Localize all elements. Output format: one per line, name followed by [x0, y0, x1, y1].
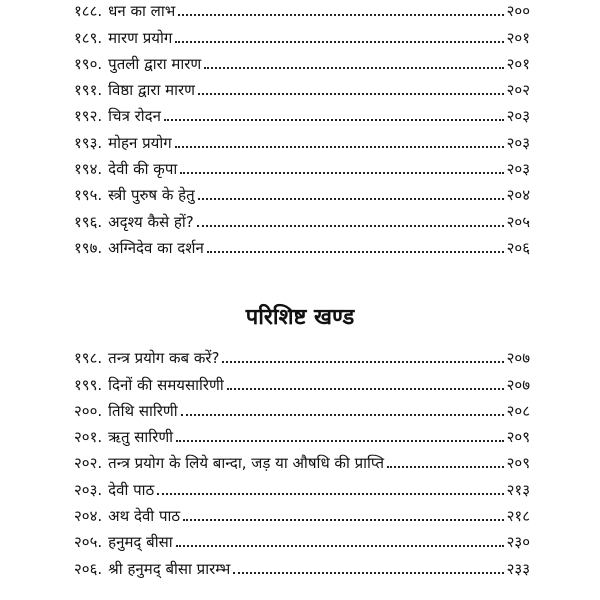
- dot-leader: [175, 146, 504, 148]
- toc-entry: [74, 472, 530, 498]
- toc-entry: [74, 394, 530, 420]
- entry-title: तन्त्र प्रयोग कब करें?: [108, 349, 220, 368]
- toc-entry: [74, 231, 530, 257]
- dot-leader: [197, 225, 504, 227]
- dot-leader: [198, 198, 504, 200]
- entry-page-number: २०१: [506, 28, 530, 47]
- dot-leader: [176, 545, 504, 547]
- entry-number: २०२.: [74, 454, 103, 473]
- dot-leader: [176, 440, 504, 442]
- entry-page-number: २०३: [506, 107, 530, 126]
- entry-page-number: २०१: [506, 54, 530, 73]
- toc-entry: [74, 499, 530, 525]
- entry-title: अग्निदेव का दर्शन: [108, 238, 204, 257]
- entry-title: मोहन प्रयोग: [108, 133, 172, 152]
- dot-leader: [227, 388, 504, 390]
- section-heading: परिशिष्ट खण्ड: [245, 305, 355, 330]
- entry-title: दिनों की समयसारिणी: [108, 375, 224, 394]
- entry-page-number: २०४: [506, 186, 530, 205]
- dot-leader: [207, 251, 504, 253]
- dot-leader: [204, 67, 503, 69]
- dot-leader: [178, 14, 503, 16]
- entry-title: तन्त्र प्रयोग के लिये बान्दा, जड़ या औषधि की प्राप्ति: [108, 454, 385, 473]
- toc-entry: [74, 73, 530, 99]
- dot-leader: [387, 466, 504, 468]
- toc-entry: [74, 341, 530, 367]
- entry-number: १९९.: [74, 375, 103, 394]
- toc-entry: [74, 178, 530, 204]
- entry-number: १८९.: [74, 28, 103, 47]
- toc-entry: [74, 20, 530, 46]
- entry-title: मारण प्रयोग: [108, 28, 173, 47]
- entry-page-number: २०९: [506, 428, 530, 447]
- dot-leader: [157, 493, 503, 495]
- toc-entry: [74, 420, 530, 446]
- entry-number: २००.: [74, 401, 103, 420]
- entry-title: अथ देवी पाठ: [108, 507, 181, 526]
- entry-title: ऋतु सारिणी: [108, 428, 174, 447]
- entry-page-number: २०८: [506, 401, 530, 420]
- dot-leader: [222, 361, 503, 363]
- entry-number: १९३.: [74, 133, 103, 152]
- entry-page-number: २०३: [506, 133, 530, 152]
- entry-title: अदृश्य कैसे हों?: [108, 212, 194, 231]
- entry-page-number: २१८: [506, 507, 530, 526]
- entry-page-number: २००: [506, 2, 530, 21]
- entry-number: २०४.: [74, 507, 103, 526]
- entry-title: तिथि सारिणी: [108, 401, 178, 420]
- toc-entry: [74, 367, 530, 393]
- entry-page-number: २०७: [506, 349, 530, 368]
- toc-entry: [74, 47, 530, 73]
- dot-leader: [183, 519, 504, 521]
- entry-page-number: २३०: [506, 533, 530, 552]
- entry-number: २०१.: [74, 428, 103, 447]
- toc-entry: [74, 525, 530, 551]
- toc-entry: [74, 0, 530, 20]
- entry-page-number: २१३: [506, 480, 530, 499]
- toc-entry: [74, 204, 530, 230]
- entry-title: श्री हनुमद् बीसा प्रारम्भ: [108, 559, 231, 578]
- entry-page-number: २३३: [506, 559, 530, 578]
- toc-entry: [74, 446, 530, 472]
- entry-title: स्त्री पुरुष के हेतु: [108, 186, 195, 205]
- toc-list-main: [74, 0, 530, 257]
- dot-leader: [233, 572, 503, 574]
- dot-leader: [181, 414, 504, 416]
- toc-list-appendix: [74, 341, 530, 578]
- entry-title: धन का लाभ: [108, 2, 176, 21]
- entry-number: १९८.: [74, 349, 103, 368]
- entry-title: चित्र रोदन: [108, 107, 161, 126]
- toc-entry: [74, 99, 530, 125]
- dot-leader: [164, 119, 504, 121]
- entry-title: देवी पाठ: [108, 480, 155, 499]
- entry-number: १९४.: [74, 160, 103, 179]
- dot-leader: [198, 93, 504, 95]
- entry-number: १९१.: [74, 81, 103, 100]
- entry-number: २०५.: [74, 533, 103, 552]
- entry-page-number: २०६: [506, 238, 530, 257]
- entry-page-number: २०५: [506, 212, 530, 231]
- dot-leader: [180, 172, 503, 174]
- entry-title: पुतली द्वारा मारण: [108, 54, 202, 73]
- entry-number: १९७.: [74, 238, 103, 257]
- entry-title: देवी की कृपा: [108, 160, 178, 179]
- dot-leader: [175, 41, 503, 43]
- entry-number: २०६.: [74, 559, 103, 578]
- entry-title: हनुमद् बीसा: [108, 533, 173, 552]
- entry-number: १९२.: [74, 107, 103, 126]
- toc-entry: [74, 125, 530, 151]
- entry-page-number: २०७: [506, 375, 530, 394]
- entry-number: २०३.: [74, 480, 103, 499]
- entry-title: विष्ठा द्वारा मारण: [108, 81, 196, 100]
- toc-entry: [74, 152, 530, 178]
- entry-number: १८८.: [74, 2, 103, 21]
- entry-page-number: २०३: [506, 160, 530, 179]
- entry-number: १९६.: [74, 212, 103, 231]
- entry-page-number: २०२: [506, 81, 530, 100]
- toc-entry: [74, 551, 530, 577]
- entry-number: १९०.: [74, 54, 103, 73]
- entry-page-number: २०९: [506, 454, 530, 473]
- entry-number: १९५.: [74, 186, 103, 205]
